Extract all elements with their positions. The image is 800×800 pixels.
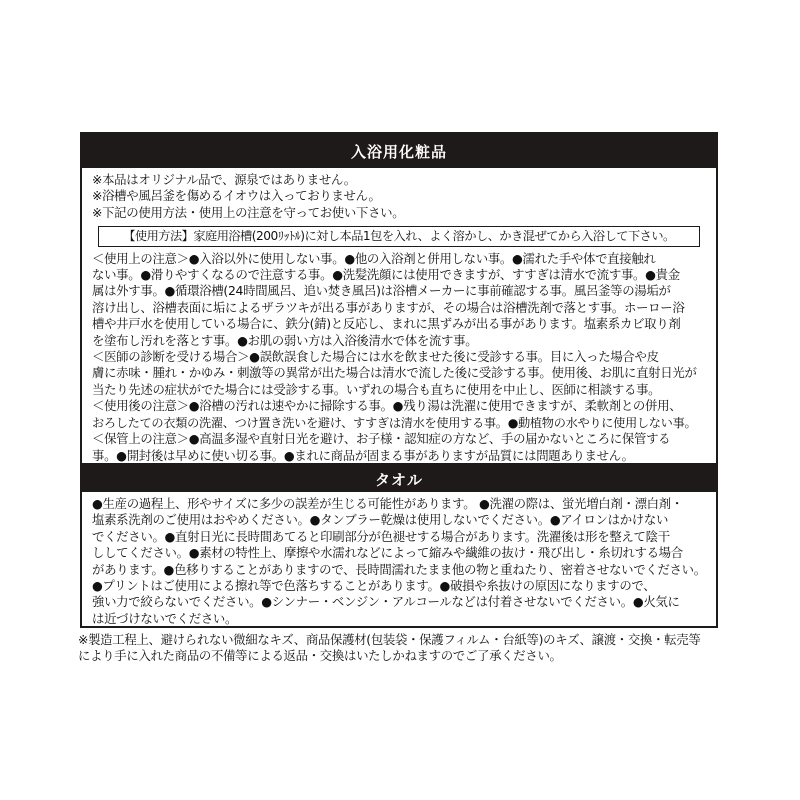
bath-note: ※下記の使用方法・使用上の注意を守ってお使い下さい。 [92, 204, 405, 220]
bath-precaution-line: 事。●開封後は早めに使い切る事。●まれに商品が固まる事がありますが品質には問題ありません。 [92, 447, 634, 463]
towel-precaution-line: 塩素系洗剤のご使用はおやめください。●タンブラー乾燥は使用しないでください。●アイロンはかけない [92, 512, 669, 528]
bath-cosmetics-body [82, 168, 716, 464]
towel-precaution-line: ●生産の過程上、形やサイズに多少の誤差が生じる可能性があります。 ●洗濯の際は、蛍光増白剤・漂白剤・ [92, 496, 683, 511]
footer-line: により手に入れた商品の不備等による返品・交換はいたしかねますのでご了承ください。 [78, 648, 562, 664]
bath-precautions [92, 251, 706, 464]
towel-precaution-line: ●プリントはご使用による擦れ等で色落ちすることがあります。●破損や糸抜けの原因になりますので、 [92, 578, 656, 594]
bath-precaution-line: ＜保管上の注意＞●高温多湿や直射日光を避け、お子様・認知症の方など、手の届かないところに保管する [92, 431, 671, 447]
bath-precaution-line: 膚に赤味・腫れ・かゆみ・刺激等の異常が出た場合は清水で流した後に受診する事。使用後、お肌に直射日光が [92, 365, 697, 381]
bath-note: ※本品はオリジナル品で、源泉ではありません。 [92, 172, 356, 187]
usage-instructions-box: 【使用方法】家庭用浴槽(200ﾘｯﾄﾙ)に対し本品1包を入れ、よく溶かし、かき混ぜてから入浴して下さい。 [98, 226, 700, 246]
towel-body [82, 492, 716, 627]
footer-disclaimer [78, 632, 728, 665]
towel-precaution-line: は近づけないでください。 [92, 610, 238, 626]
bath-precaution-line: 槽や井戸水を使用している場合に、鉄分(錆)と反応し、まれに黒ずみが出る事があります。塩素系カビ取り剤 [92, 316, 681, 332]
towel-precautions [92, 496, 706, 627]
towel-precaution-line: でください。●直射日光に長時間あてると印刷部分が色褪せする場合があります。洗濯後は形を整えて陰干 [92, 528, 670, 544]
bath-precaution-line: を塗布し汚れを落とす事。●お肌の弱い方は入浴後清水で体を流す事。 [92, 332, 478, 348]
bath-precaution-line: 当たり先述の症状がでた場合には受診する事。いずれの場合も直ちに使用を中止し、医師に相談する事。 [92, 381, 661, 397]
towel-precaution-line: 強い力で絞らないでください。●シンナー・ベンジン・アルコールなどは付着させないでください。●火気に [92, 594, 680, 610]
bath-cosmetics-title: 入浴用化粧品 [82, 134, 716, 168]
bath-precaution-line: ない事。●滑りやすくなるので注意する事。●洗髪洗顔には使用できますが、すすぎは清水で流す事。●貴金 [92, 267, 680, 283]
footer-line: ※製造工程上、避けられない微細なキズ、商品保護材(包装袋・保護フィルム・台紙等)のキズ、譲渡・交換・転売等 [78, 632, 701, 647]
towel-precaution-line: ししてください。●素材の特性上、摩擦や水濡れなどによって縮みや繊維の抜け・飛び出し・糸切れする場合 [92, 545, 683, 561]
towel-title: タオル [82, 466, 716, 492]
towel-panel [80, 464, 718, 628]
bath-precaution-line: 属は外す事。●循環浴槽(24時間風呂、追い焚き風呂)は浴槽メーカーに事前確認する事。風呂釜等の湯垢が [92, 283, 671, 299]
bath-precaution-line: 溶け出し、浴槽表面に垢によるザラツキが出る事がありますが、その場合は浴槽洗剤で落とす事。ホーロー浴 [92, 299, 685, 315]
bath-precaution-line: ＜使用上の注意＞●入浴以外に使用しない事。●他の入浴剤と併用しない事。●濡れた手や体で直接触れ [92, 250, 656, 266]
bath-note: ※浴槽や風呂釜を傷めるイオウは入っておりません。 [92, 188, 381, 204]
bath-precaution-line: おろしたての衣類の洗濯、つけ置き洗いを避け、すすぎは清水を使用する事。●動植物の水やりに使用しない事。 [92, 415, 697, 430]
bath-precaution-line: ＜使用後の注意＞●浴槽の汚れは速やかに掃除する事。●残り湯は洗濯に使用できますが、柔軟剤との併用、 [92, 398, 682, 414]
towel-precaution-line: があります。●色移りすることがありますので、長時間濡れたまま他の物と重ねたり、密着させないでください。 [92, 561, 706, 577]
bath-cosmetics-panel [80, 132, 718, 465]
bath-precaution-line: ＜医師の診断を受ける場合＞●誤飲誤食した場合には水を飲ませた後に受診する事。目に入った場合や皮 [92, 349, 659, 365]
